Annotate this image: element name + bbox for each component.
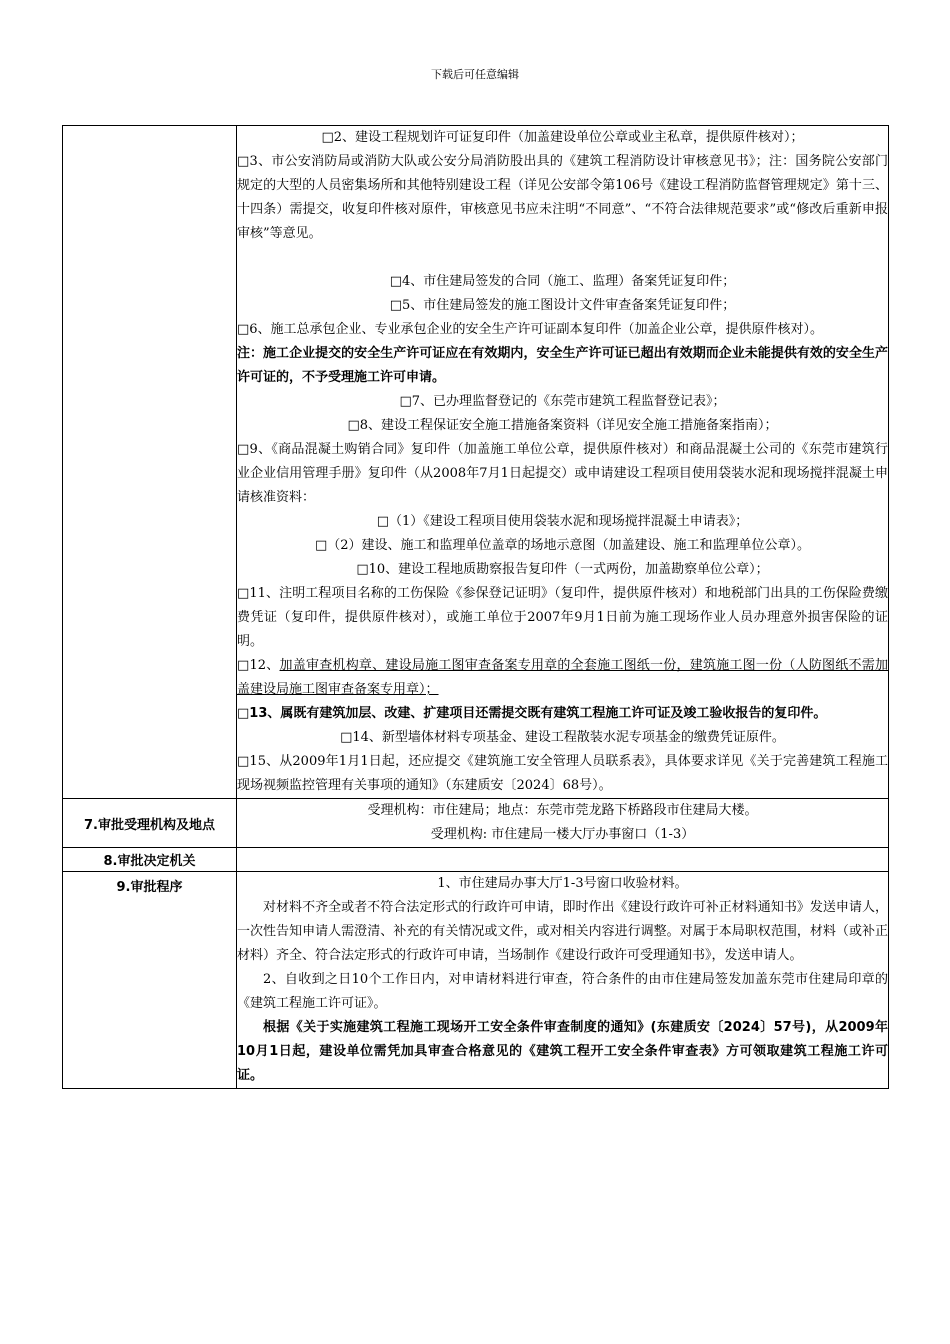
row-9-value xyxy=(237,872,889,1089)
item-12-text: 加盖审查机构章、建设局施工图审查备案专用章的全套施工图纸一份，建筑施工图一份（人防图纸不需加盖建设局施工图审查备案专用章）； xyxy=(237,658,888,697)
material-item-3: □3、市公安消防局或消防大队或公安分局消防股出具的《建筑工程消防设计审核意见书》；注：国务院公安部门规定的大型的人员密集场所和其他特别建设工程（详见公安部令第106号《建设工程消防监督管理规定》第十三、十四条）需提交，收复印件核对原件，审核意见书应未注明“不同意”、“不符合法律规范要求”或“修改后重新申报审核”等意见。 xyxy=(237,154,888,241)
row-7-value xyxy=(237,799,889,848)
material-item-9-2: □（2）建设、施工和监理单位盖章的场地示意图（加盖建设、施工和监理单位公章）。 xyxy=(314,538,811,553)
table-row xyxy=(63,126,889,799)
material-item-2: □2、建设工程规划许可证复印件（加盖建设单位公章或业主私章，提供原件核对）； xyxy=(321,130,804,145)
row-7-line-2: 受理机构: 市住建局一楼大厅办事窗口（1-3） xyxy=(430,827,695,842)
materials-cell xyxy=(237,126,889,799)
material-item-15: □15、从2009年1月1日起，还应提交《建筑施工安全管理人员联系表》，具体要求详见《关于完善建筑工程施工现场视频监控管理有关事项的通知》（东建质安〔2024〕68号）。 xyxy=(237,754,888,793)
item-12-prefix: □12、 xyxy=(237,658,280,673)
material-item-13: □13、属既有建筑加层、改建、扩建项目还需提交既有建筑工程施工许可证及竣工验收报告的复印件。 xyxy=(237,706,827,721)
material-item-10: □10、建设工程地质勘察报告复印件（一式两份，加盖勘察单位公章）； xyxy=(356,562,769,577)
row-9-p4: 根据《关于实施建筑工程施工现场开工安全条件审查制度的通知》(东建质安〔2024〕57号)，从2009年10月1日起，建设单位需凭加具审查合格意见的《建筑工程开工安全条件审查表》方可领取建筑工程施工许可证。 xyxy=(237,1020,888,1083)
page-header: 下载后可任意编辑 xyxy=(431,68,519,81)
material-item-6: □6、施工总承包企业、专业承包企业的安全生产许可证副本复印件（加盖企业公章，提供原件核对）。 xyxy=(237,322,824,337)
table-row xyxy=(63,799,889,848)
material-item-8: □8、建设工程保证安全施工措施备案资料（详见安全施工措施备案指南）； xyxy=(347,418,778,433)
material-item-12 xyxy=(237,654,888,702)
table-row xyxy=(63,848,889,872)
row-8-value xyxy=(237,848,889,872)
table-row xyxy=(63,872,889,1089)
material-item-4: □4、市住建局签发的合同（施工、监理）备案凭证复印件； xyxy=(389,274,736,289)
material-item-5: □5、市住建局签发的施工图设计文件审查备案凭证复印件； xyxy=(389,298,736,313)
row-9-p1: 1、市住建局办事大厅1-3号窗口收验材料。 xyxy=(437,876,688,891)
material-item-7: □7、已办理监督登记的《东莞市建筑工程监督登记表》； xyxy=(399,394,726,409)
material-note-6: 注：施工企业提交的安全生产许可证应在有效期内，安全生产许可证已超出有效期而企业未能提供有效的安全生产许可证的，不予受理施工许可申请。 xyxy=(237,346,888,385)
material-item-9: □9、《商品混凝土购销合同》复印件（加盖施工单位公章，提供原件核对）和商品混凝土公司的《东莞市建筑行业企业信用管理手册》复印件（从2008年7月1日起提交）或申请建设工程项目使用袋装水泥和现场搅拌混凝土申请核准资料： xyxy=(237,442,888,505)
material-item-9-1: □（1）《建设工程项目使用袋装水泥和现场搅拌混凝土申请表》； xyxy=(376,514,749,529)
row-7-line-1: 受理机构：市住建局；地点：东莞市莞龙路下桥路段市住建局大楼。 xyxy=(367,803,758,818)
material-item-11: □11、注明工程项目名称的工伤保险《参保登记证明》（复印件，提供原件核对）和地税部门出具的工伤保险费缴费凭证（复印件，提供原件核对），或施工单位于2007年9月1日前为施工现场作业人员办理意外损害保险的证明。 xyxy=(237,586,888,649)
row-9-p3: 2、自收到之日10个工作日内，对申请材料进行审查，符合条件的由市住建局签发加盖东莞市住建局印章的《建筑工程施工许可证》。 xyxy=(237,972,888,1011)
row-8-label: 8.审批决定机关 xyxy=(63,848,237,872)
row-7-label: 7.审批受理机构及地点 xyxy=(63,799,237,848)
empty-label-cell xyxy=(63,126,237,799)
material-item-14: □14、新型墙体材料专项基金、建设工程散装水泥专项基金的缴费凭证原件。 xyxy=(340,730,785,745)
row-9-label: 9.审批程序 xyxy=(63,872,237,1089)
permit-table xyxy=(62,125,889,1089)
row-9-p2: 对材料不齐全或者不符合法定形式的行政许可申请，即时作出《建设行政许可补正材料通知书》发送申请人，一次性告知申请人需澄清、补充的有关情况或文件，或对相关内容进行调整。对属于本局职权范围，材料（或补正材料）齐全、符合法定形式的行政许可申请，当场制作《建设行政许可受理通知书》，发送申请人。 xyxy=(237,900,888,963)
